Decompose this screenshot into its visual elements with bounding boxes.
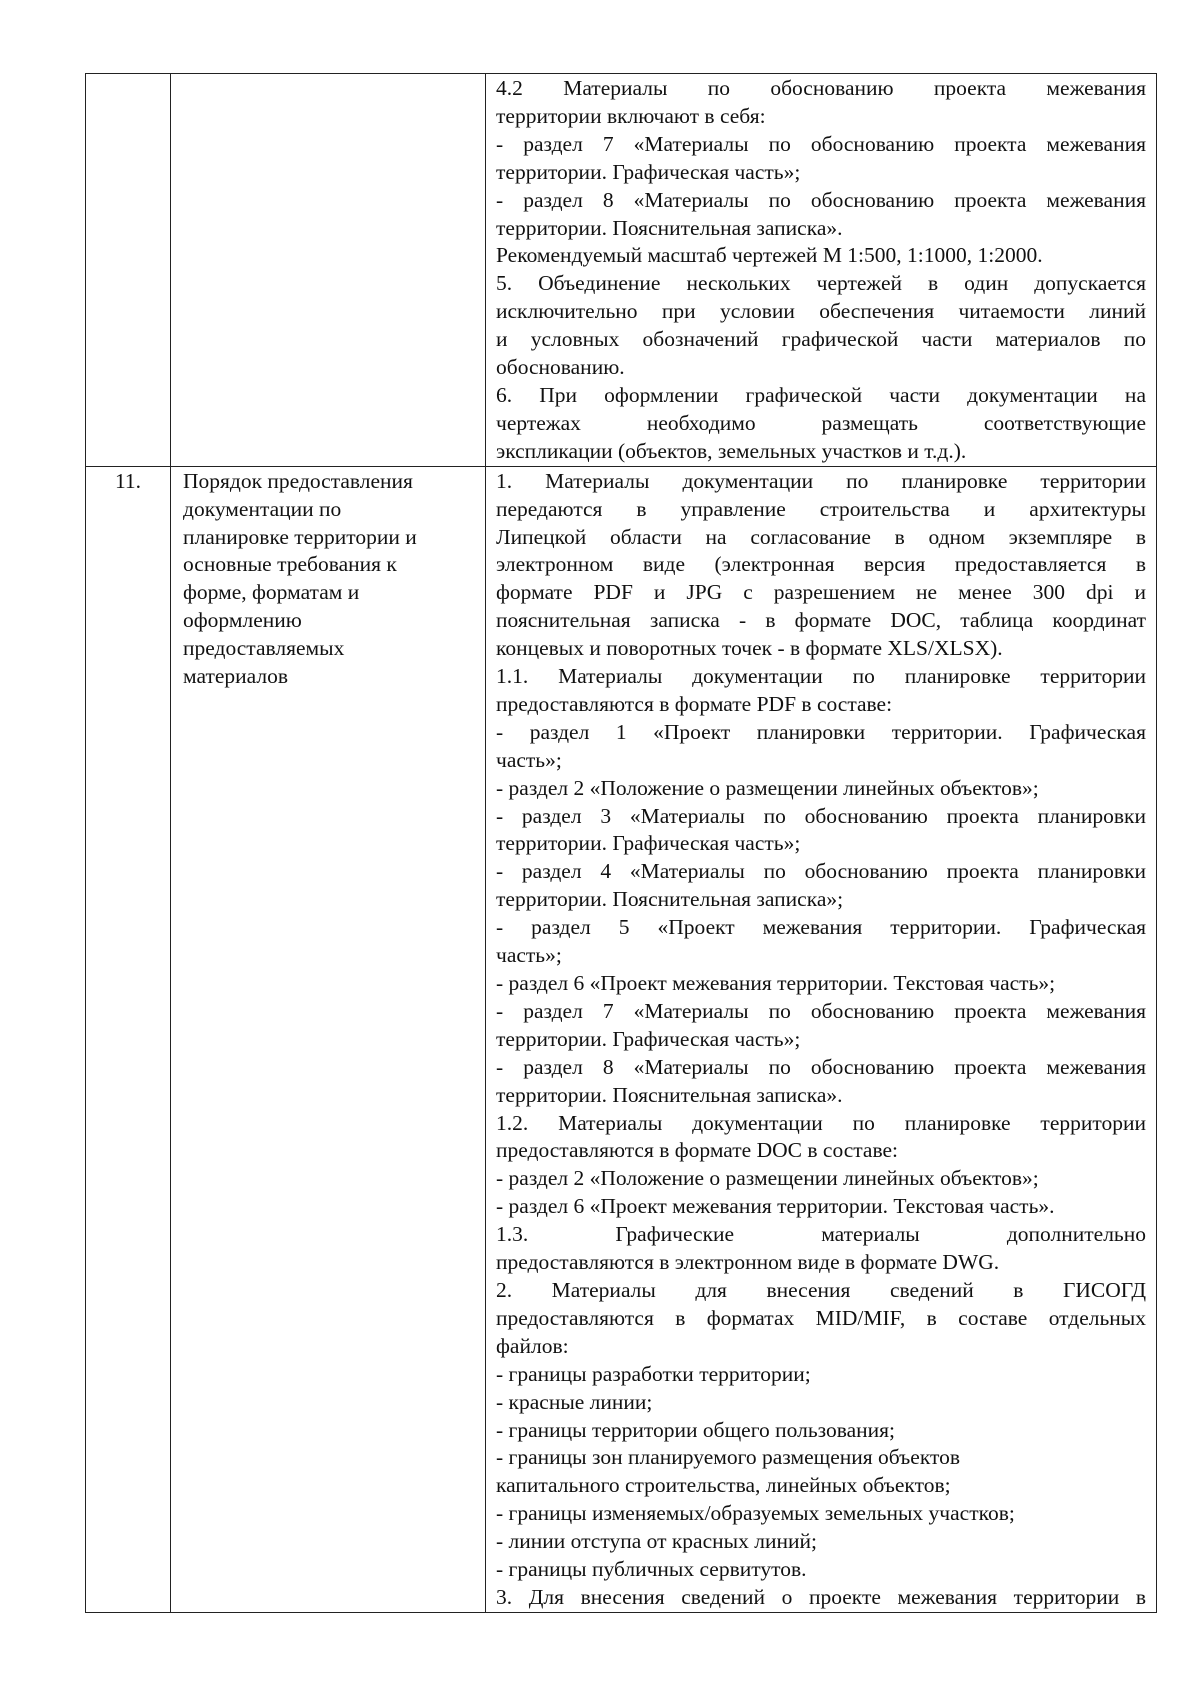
row-content-cell (486, 466, 1157, 1612)
text-line: - раздел 8 «Материалы по обоснованию проекта межевания (496, 1054, 1146, 1079)
text-line: территории. Графическая часть»; (496, 159, 801, 184)
text-line: территории. Графическая часть»; (496, 1026, 801, 1051)
text-line: передаются в управление строительства и архитектуры (496, 496, 1146, 521)
row-number-cell: 11. (86, 466, 171, 1612)
text-line: формате PDF и JPG с разрешением не менее 300 dpi и (496, 580, 1146, 605)
title-line: основные требования к (183, 552, 397, 577)
text-line: предоставляются в формате PDF в составе: (496, 691, 893, 716)
requirements-table (85, 73, 1157, 1613)
table-row (86, 74, 1157, 467)
text-line: 3. Для внесения сведений о проекте межевания территории в (496, 1584, 1146, 1609)
text-line: территории. Пояснительная записка». (496, 215, 843, 240)
text-line: 2. Материалы для внесения сведений в ГИСОГД (496, 1277, 1146, 1302)
text-line: 1.1. Материалы документации по планировке территории (496, 664, 1146, 689)
text-line: территории. Пояснительная записка». (496, 1082, 843, 1107)
text-line: обоснованию. (496, 355, 625, 380)
text-line: предоставляются в электронном виде в формате DWG. (496, 1250, 1000, 1275)
text-line: - раздел 6 «Проект межевания территории. Текстовая часть». (496, 1194, 1055, 1219)
text-line: файлов: (496, 1333, 569, 1358)
title-line: Порядок предоставления (183, 468, 413, 493)
text-line: - раздел 6 «Проект межевания территории. Текстовая часть»; (496, 971, 1056, 995)
text-line: - границы разработки территории; (496, 1361, 811, 1386)
text-line: капитального строительства, линейных объектов; (496, 1473, 951, 1498)
text-line: 1.3. Графические материалы дополнительно (496, 1222, 1146, 1247)
text-line: экспликации (объектов, земельных участков и т.д.). (496, 438, 967, 463)
text-line: исключительно при условии обеспечения читаемости линий (496, 299, 1146, 324)
text-line: - раздел 4 «Материалы по обоснованию проекта планировки (496, 859, 1146, 884)
text-line: - границы зон планируемого размещения объектов (496, 1445, 961, 1470)
table-row (86, 466, 1157, 1612)
row-title-cell (171, 74, 486, 467)
text-line: территории включают в себя: (496, 103, 766, 128)
text-line: пояснительная записка - в формате DOC, таблица координат (496, 608, 1146, 633)
text-line: - раздел 8 «Материалы по обоснованию проекта межевания (496, 187, 1146, 212)
text-line: - раздел 2 «Положение о размещении линейных объектов»; (496, 1166, 1039, 1191)
text-line: территории. Пояснительная записка»; (496, 887, 844, 912)
text-line: - линии отступа от красных линий; (496, 1529, 817, 1554)
text-line: и условных обозначений графической части материалов по (496, 327, 1146, 352)
text-line: концевых и поворотных точек - в формате XLS/XLSX). (496, 636, 1003, 661)
title-line: предоставляемых (183, 636, 345, 661)
text-line: - границы публичных сервитутов. (496, 1557, 807, 1582)
text-line: - границы территории общего пользования; (496, 1417, 896, 1442)
title-line: материалов (183, 664, 289, 689)
text-line: часть»; (496, 747, 562, 772)
text-line: - раздел 3 «Материалы по обоснованию проекта планировки (496, 803, 1146, 828)
title-line: форме, форматам и (183, 580, 360, 605)
text-line: 1. Материалы документации по планировке территории (496, 468, 1146, 493)
text-line: 4.2 Материалы по обоснованию проекта межевания (496, 76, 1146, 100)
text-line: - границы изменяемых/образуемых земельных участков; (496, 1501, 1015, 1526)
text-line: - красные линии; (496, 1389, 653, 1414)
text-line: 5. Объединение нескольких чертежей в один допускается (496, 271, 1146, 296)
text-line: электронном виде (электронная версия предоставляется в (496, 552, 1146, 577)
text-line: Рекомендуемый масштаб чертежей М 1:500, 1:1000, 1:2000. (496, 243, 1043, 268)
row-title-cell (171, 466, 486, 1612)
text-line: предоставляются в формате DOC в составе: (496, 1138, 899, 1163)
title-line: оформлению (183, 608, 302, 633)
title-line: планировке территории и (183, 524, 417, 549)
text-line: территории. Графическая часть»; (496, 831, 801, 856)
text-line: - раздел 1 «Проект планировки территории. Графическая (496, 719, 1146, 744)
text-line: - раздел 5 «Проект межевания территории. Графическая (496, 915, 1146, 940)
text-line: чертежах необходимо размещать соответствующие (496, 410, 1146, 435)
title-line: документации по (183, 496, 342, 521)
text-line: - раздел 7 «Материалы по обоснованию проекта межевания (496, 131, 1146, 156)
text-line: предоставляются в форматах MID/MIF, в составе отдельных (496, 1305, 1146, 1330)
text-line: - раздел 2 «Положение о размещении линейных объектов»; (496, 775, 1039, 800)
text-line: Липецкой области на согласование в одном экземпляре в (496, 524, 1146, 549)
row-content-cell (486, 74, 1157, 467)
text-line: 1.2. Материалы документации по планировке территории (496, 1110, 1146, 1135)
text-line: - раздел 7 «Материалы по обоснованию проекта межевания (496, 998, 1146, 1023)
text-line: 6. При оформлении графической части документации на (496, 382, 1146, 407)
row-number-cell (86, 74, 171, 467)
text-line: часть»; (496, 943, 562, 968)
